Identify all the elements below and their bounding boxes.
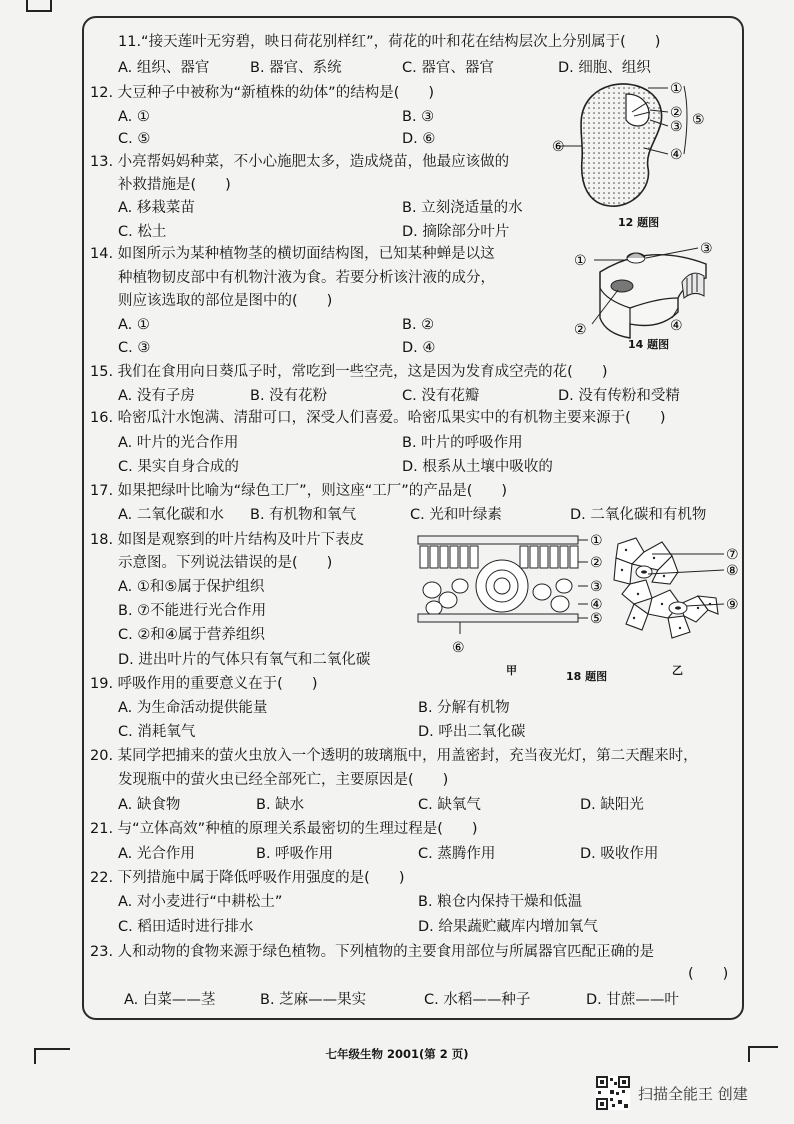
- q15-option-c: C. 没有花瓣: [402, 388, 480, 404]
- q13-option-b: B. 立刻浇适量的水: [402, 200, 523, 216]
- question-14-stem-3: 则应该选取的部位是图中的( ): [118, 293, 333, 309]
- q15-option-d: D. 没有传粉和受精: [558, 388, 680, 404]
- fig14-label-2: ②: [574, 322, 587, 338]
- question-17-stem: 17. 如果把绿叶比喻为“绿色工厂”，则这座“工厂”的产品是( ): [90, 483, 508, 499]
- q12-option-a: A. ①: [118, 109, 150, 125]
- q18-option-d: D. 进出叶片的气体只有氧气和二氧化碳: [118, 652, 371, 668]
- fig14-label-4: ④: [670, 318, 683, 334]
- figure-18-leaf-section: [412, 530, 608, 656]
- q20-option-a: A. 缺食物: [118, 797, 181, 813]
- q21-option-d: D. 吸收作用: [580, 846, 659, 862]
- q17-option-a: A. 二氧化碳和水: [118, 507, 224, 523]
- fig18-label-2: ②: [590, 555, 603, 571]
- fig18-label-3: ③: [590, 579, 603, 595]
- q13-option-c: C. 松土: [118, 224, 167, 240]
- q21-option-c: C. 蒸腾作用: [418, 846, 496, 862]
- question-14-stem-2: 种植物韧皮部中有机物汁液为食。若要分析该汁液的成分，: [118, 270, 495, 286]
- q18-option-a: A. ①和⑤属于保护组织: [118, 579, 265, 595]
- scanner-watermark: [596, 1076, 748, 1110]
- figure-14-caption: 14 题图: [628, 338, 670, 351]
- q23-option-c: C. 水稻——种子: [424, 992, 531, 1008]
- q17-option-b: B. 有机物和氧气: [250, 507, 357, 523]
- q16-option-c: C. 果实自身合成的: [118, 459, 239, 475]
- question-14-stem: 14. 如图所示为某种植物茎的横切面结构图，已知某种蝉是以这: [90, 246, 495, 262]
- figure-18-lower-epidermis: [608, 534, 748, 646]
- fig18-label-7: ⑦: [726, 547, 739, 563]
- question-13-stem-2: 补救措施是( ): [118, 177, 231, 193]
- question-21-stem: 21. 与“立体高效”种植的原理关系最密切的生理过程是( ): [90, 821, 478, 837]
- q23-option-d: D. 甘蔗——叶: [586, 992, 679, 1008]
- q16-option-d: D. 根系从土壤中吸收的: [402, 459, 553, 475]
- q13-option-d: D. 摘除部分叶片: [402, 224, 510, 240]
- q14-option-c: C. ③: [118, 340, 151, 356]
- q15-option-b: B. 没有花粉: [250, 388, 328, 404]
- question-23-stem: 23. 人和动物的食物来源于绿色植物。下列植物的主要食用部位与所属器官匹配正确的是: [90, 944, 655, 960]
- q18-option-c: C. ②和④属于营养组织: [118, 627, 265, 643]
- fig18-label-9: ⑨: [726, 597, 739, 613]
- q12-option-b: B. ③: [402, 109, 435, 125]
- question-15-stem: 15. 我们在食用向日葵瓜子时，常吃到一些空壳，这是因为发育成空壳的花( ): [90, 364, 608, 380]
- q22-option-c: C. 稻田适时进行排水: [118, 919, 254, 935]
- q20-option-c: C. 缺氧气: [418, 797, 481, 813]
- q17-option-c: C. 光和叶绿素: [410, 507, 502, 523]
- q19-option-c: C. 消耗氧气: [118, 724, 196, 740]
- fig18-label-1: ①: [590, 533, 603, 549]
- q21-option-a: A. 光合作用: [118, 846, 195, 862]
- q19-option-b: B. 分解有机物: [418, 700, 510, 716]
- qr-code-icon: [596, 1076, 630, 1110]
- question-18-stem: 18. 如图是观察到的叶片结构及叶片下表皮: [90, 532, 365, 548]
- q14-option-d: D. ④: [402, 340, 436, 356]
- fig18-label-8: ⑧: [726, 563, 739, 579]
- q19-option-d: D. 呼出二氧化碳: [418, 724, 526, 740]
- question-16-stem: 16. 哈密瓜汁水饱满、清甜可口，深受人们喜爱。哈密瓜果实中的有机物主要来源于( ): [90, 410, 666, 426]
- q22-option-a: A. 对小麦进行“中耕松土”: [118, 894, 283, 910]
- question-13-stem: 13. 小亮帮妈妈种菜，不小心施肥太多，造成烧苗，他最应该做的: [90, 154, 510, 170]
- q11-option-a: A. 组织、器官: [118, 60, 210, 76]
- q23-option-b: B. 芝麻——果实: [260, 992, 367, 1008]
- q19-option-a: A. 为生命活动提供能量: [118, 700, 268, 716]
- question-20-stem-2: 发现瓶中的萤火虫已经全部死亡，主要原因是( ): [118, 772, 449, 788]
- figure-18-caption: 18 题图: [566, 670, 608, 683]
- figure-12-caption: 12 题图: [618, 216, 660, 229]
- watermark-text: 扫描全能王 创建: [638, 1084, 748, 1103]
- question-12-stem: 12. 大豆种子中被称为“新植株的幼体”的结构是( ): [90, 85, 435, 101]
- q15-option-a: A. 没有子房: [118, 388, 195, 404]
- q21-option-b: B. 呼吸作用: [256, 846, 334, 862]
- question-23-answer-paren: ( ): [688, 966, 729, 982]
- question-19-stem: 19. 呼吸作用的重要意义在于( ): [90, 676, 318, 692]
- figure-12-bean-seed: [552, 76, 722, 214]
- question-22-stem: 22. 下列措施中属于降低呼吸作用强度的是( ): [90, 870, 405, 886]
- q17-option-d: D. 二氧化碳和有机物: [570, 507, 707, 523]
- fig14-label-3: ③: [700, 241, 713, 257]
- q22-option-b: B. 粮仓内保持干燥和低温: [418, 894, 583, 910]
- q23-option-a: A. 白菜——茎: [124, 992, 216, 1008]
- q13-option-a: A. 移栽菜苗: [118, 200, 195, 216]
- q14-option-b: B. ②: [402, 317, 435, 333]
- question-11-stem: 11.“接天莲叶无穷碧，映日荷花别样红”，荷花的叶和花在结构层次上分别属于( ): [118, 34, 661, 50]
- figure-18-left-label: 甲: [506, 664, 517, 677]
- fig12-label-2: ②: [670, 105, 683, 121]
- q11-option-d: D. 细胞、组织: [558, 60, 651, 76]
- q12-option-d: D. ⑥: [402, 131, 436, 147]
- fig14-label-1: ①: [574, 253, 587, 269]
- fig18-label-4: ④: [590, 597, 603, 613]
- fig12-label-6: ⑥: [552, 139, 565, 155]
- q14-option-a: A. ①: [118, 317, 150, 333]
- fig18-label-6: ⑥: [452, 640, 465, 656]
- q11-option-c: C. 器官、器官: [402, 60, 494, 76]
- figure-18-right-label: 乙: [672, 664, 683, 677]
- fig18-label-5: ⑤: [590, 611, 603, 627]
- q20-option-d: D. 缺阳光: [580, 797, 644, 813]
- q22-option-d: D. 给果蔬贮藏库内增加氧气: [418, 919, 598, 935]
- q11-option-b: B. 器官、系统: [250, 60, 342, 76]
- fig12-label-5: ⑤: [692, 112, 705, 128]
- page-footer: 七年级生物 2001(第 2 页): [325, 1047, 469, 1061]
- crop-mark-top-left: [26, 0, 52, 12]
- q16-option-a: A. 叶片的光合作用: [118, 435, 239, 451]
- question-18-stem-2: 示意图。下列说法错误的是( ): [118, 555, 333, 571]
- figure-14-stem-cross-section: [570, 238, 720, 348]
- q20-option-b: B. 缺水: [256, 797, 305, 813]
- q12-option-c: C. ⑤: [118, 131, 151, 147]
- question-20-stem: 20. 某同学把捕来的萤火虫放入一个透明的玻璃瓶中，用盖密封，充当夜光灯，第二天醒来时，: [90, 748, 698, 764]
- q18-option-b: B. ⑦不能进行光合作用: [118, 603, 267, 619]
- fig12-label-4: ④: [670, 147, 683, 163]
- fig12-label-3: ③: [670, 119, 683, 135]
- fig12-label-1: ①: [670, 81, 683, 97]
- q16-option-b: B. 叶片的呼吸作用: [402, 435, 523, 451]
